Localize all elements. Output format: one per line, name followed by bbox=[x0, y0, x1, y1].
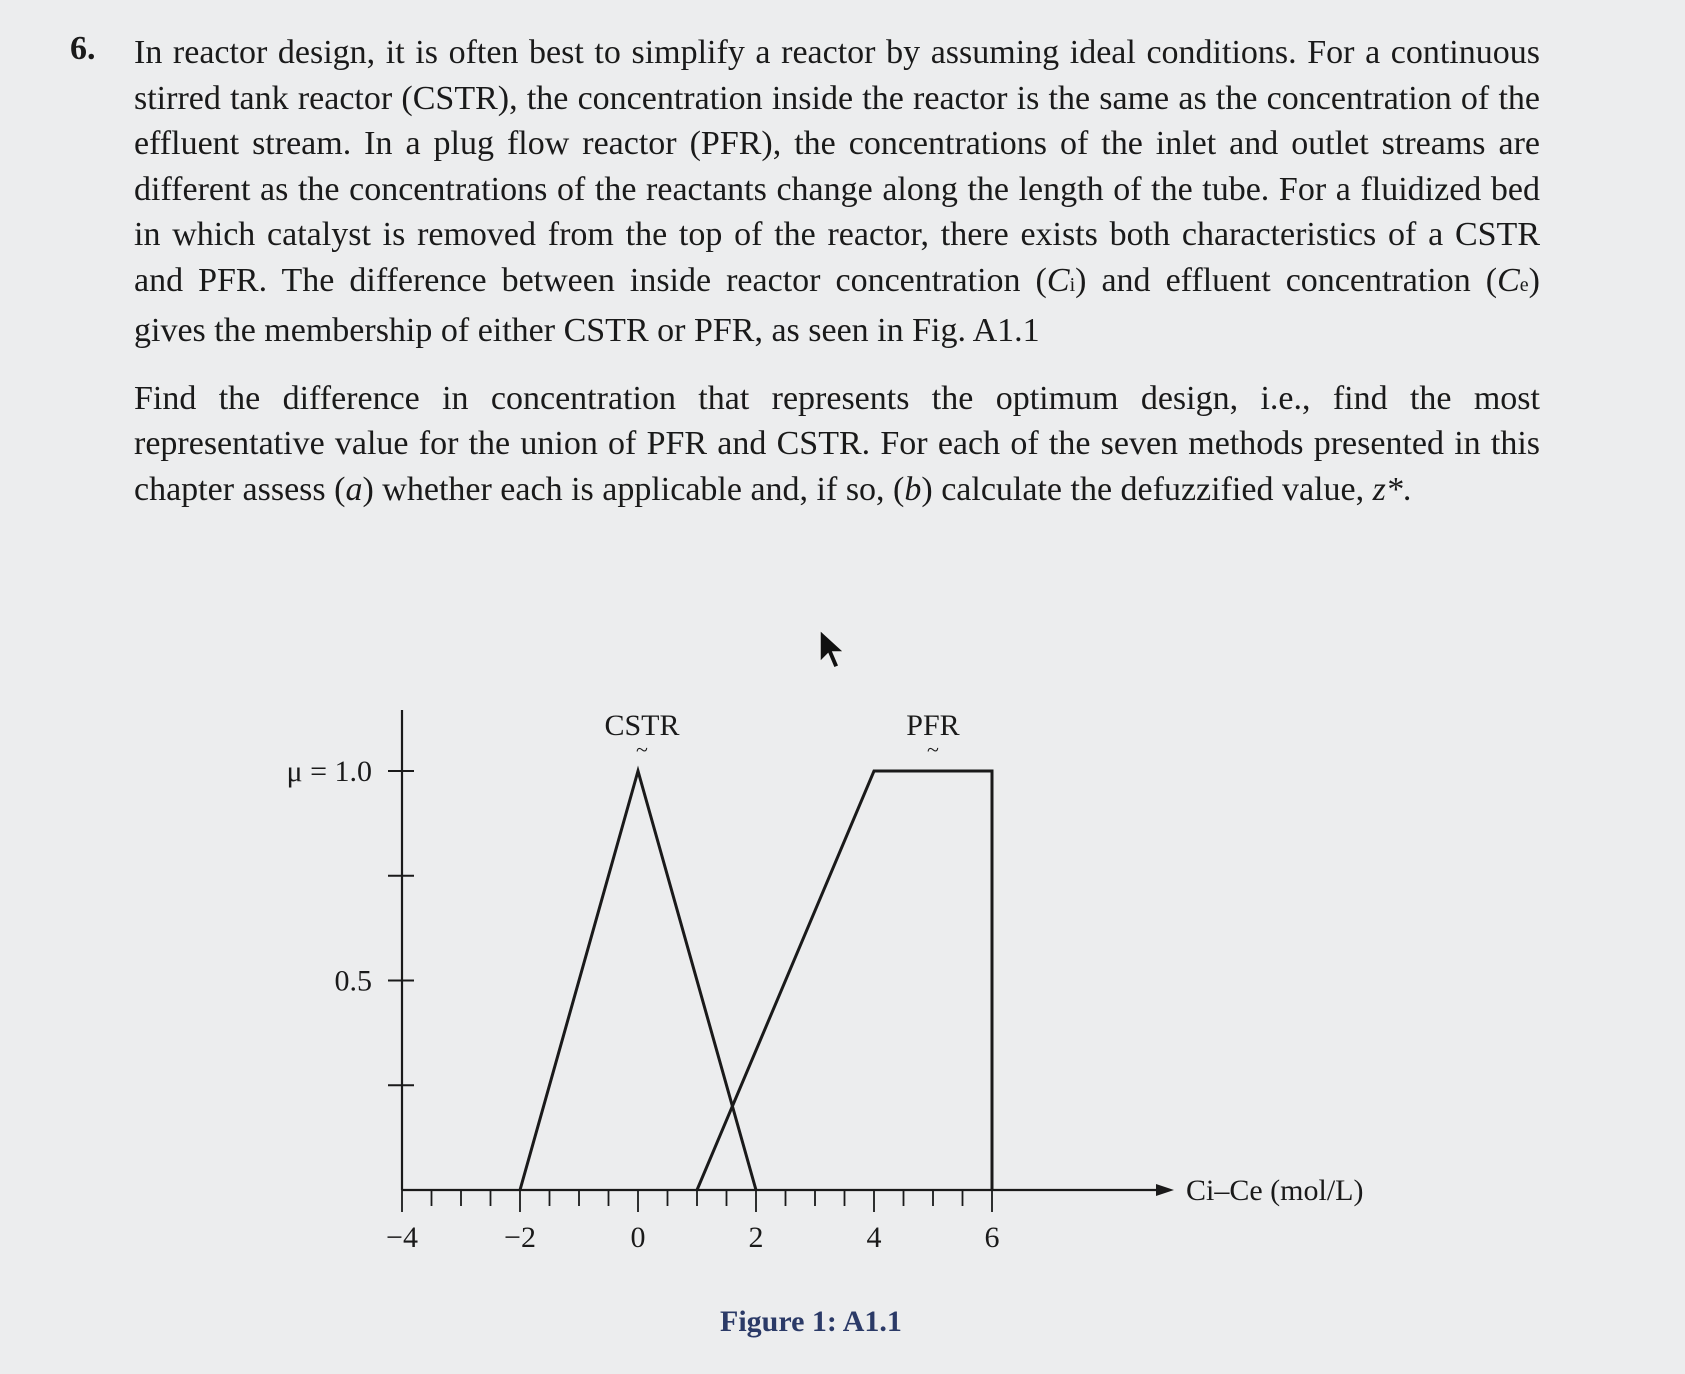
series-label-tilde: ~ bbox=[636, 737, 648, 762]
series-label-tilde: ~ bbox=[927, 737, 939, 762]
z-star: z* bbox=[1372, 470, 1403, 508]
y-tick-label: μ = 1.0 bbox=[286, 755, 372, 788]
x-tick-label: 2 bbox=[748, 1221, 764, 1254]
x-tick-label: −4 bbox=[386, 1221, 418, 1254]
paragraph2-text-b: ) whether each is applicable and, if so, ( bbox=[362, 470, 905, 508]
paragraph2-text-c: ) calculate the defuzzified value, bbox=[921, 470, 1373, 508]
problem-6 bbox=[70, 30, 1540, 512]
x-axis-arrow-icon bbox=[1156, 1184, 1174, 1196]
x-tick-label: 4 bbox=[866, 1221, 882, 1254]
paragraph1-text-c: ) gives the membership of either CSTR or PFR, as seen in Fig. A1.1 bbox=[134, 261, 1540, 349]
membership-chart bbox=[230, 640, 1430, 1300]
series-label-cstr: CSTR bbox=[604, 709, 680, 742]
problem-paragraph-2 bbox=[134, 376, 1540, 513]
paragraph1-text-a: In reactor design, it is often best to simplify a reactor by assuming ideal conditions. For a continuous stirred tank reactor (CSTR), the concentration inside the reactor is the same as the concentration of the effluent stream. In a plug flow reactor (PFR), the concentrations of the inlet and outlet streams are different as the concentrations of the reactants change along the length of the tube. For a fluidized bed in which catalyst is removed from the top of the reactor, there exists both characteristics of a CSTR and PFR. The difference between inside reactor concentration ( bbox=[134, 34, 1540, 299]
figure-caption: Figure 1: A1.1 bbox=[720, 1305, 902, 1338]
part-a-label: a bbox=[345, 470, 363, 508]
paragraph2-text-a: Find the difference in concentration that represents the optimum design, i.e., find the most representative value for the union of PFR and CSTR. For each of the seven methods presented in this chapter assess ( bbox=[134, 379, 1540, 508]
paragraph1-text-b: ) and effluent concentration ( bbox=[1075, 261, 1498, 299]
paragraph2-end: . bbox=[1402, 470, 1412, 508]
x-axis-label: Ci–Ce (mol/L) bbox=[1186, 1174, 1364, 1207]
series-label-pfr: PFR bbox=[906, 709, 960, 742]
series-line-cstr bbox=[520, 771, 756, 1190]
series-line-pfr bbox=[697, 771, 992, 1190]
x-tick-label: −2 bbox=[504, 1221, 536, 1254]
x-tick-label: 0 bbox=[630, 1221, 646, 1254]
problem-number: 6. bbox=[70, 30, 96, 67]
ce-subscript: e bbox=[1519, 273, 1529, 296]
x-tick-label: 6 bbox=[984, 1221, 1000, 1254]
ci-symbol: C bbox=[1046, 261, 1070, 299]
ci-subscript: i bbox=[1069, 273, 1076, 296]
membership-figure bbox=[230, 640, 1430, 1360]
ce-symbol: C bbox=[1497, 261, 1520, 299]
problem-paragraph-1 bbox=[134, 30, 1540, 354]
part-b-label: b bbox=[904, 470, 922, 508]
y-tick-label: 0.5 bbox=[334, 964, 372, 998]
